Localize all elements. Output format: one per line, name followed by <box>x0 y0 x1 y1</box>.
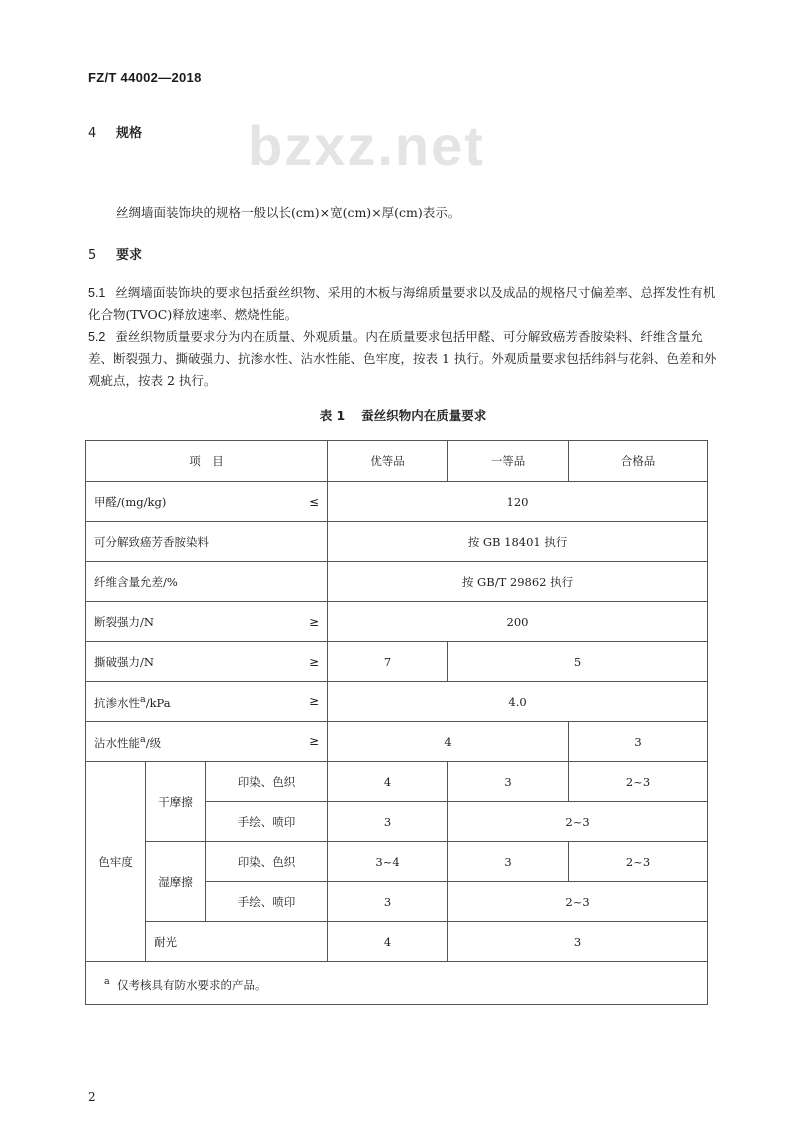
cell-first-qualified: 3 <box>448 922 708 962</box>
section-number: 5 <box>88 248 97 263</box>
sub-label: 印染、色织 <box>206 762 328 802</box>
color-fastness-label: 色牢度 <box>86 762 146 962</box>
table-row <box>86 562 708 602</box>
footnote-marker: a <box>140 694 146 706</box>
header-item: 项 目 <box>86 441 328 482</box>
cell-value: 按 GB/T 29862 执行 <box>328 562 708 602</box>
table-row <box>86 762 708 802</box>
table-header-row <box>86 441 708 482</box>
sub-label: 手绘、喷印 <box>206 802 328 842</box>
row-label: 甲醛/(mg/kg) <box>94 494 167 509</box>
row-label: 纤维含量允差/% <box>86 562 328 602</box>
cell-superior: 4 <box>328 922 448 962</box>
header-qualified: 合格品 <box>569 441 708 482</box>
section-4-band <box>88 114 718 202</box>
row-label: 可分解致癌芳香胺染料 <box>86 522 328 562</box>
sub-label: 手绘、喷印 <box>206 882 328 922</box>
clause-text: 丝绸墙面装饰块的要求包括蚕丝织物、采用的木板与海绵质量要求以及成品的规格尺寸偏差率、总挥发性有机化合物(TVOC)释放速率、燃烧性能。 <box>88 285 716 322</box>
header-superior: 优等品 <box>328 441 448 482</box>
section-title: 要求 <box>116 248 143 263</box>
operator: ≥ <box>308 734 320 749</box>
footnote-marker: a <box>104 975 110 987</box>
operator: ≥ <box>308 694 320 709</box>
cell-superior: 3 <box>328 802 448 842</box>
cell-value: 120 <box>328 482 708 522</box>
clause-5-1 <box>88 282 718 326</box>
operator: ≥ <box>308 614 320 629</box>
table-number: 表 1 <box>319 408 346 423</box>
table-row <box>86 842 708 882</box>
operator: ≤ <box>308 494 320 509</box>
sub-label: 印染、色织 <box>206 842 328 882</box>
cell-value: 4.0 <box>328 682 708 722</box>
cell-first-qualified: 2~3 <box>448 882 708 922</box>
cell-superior: 3 <box>328 882 448 922</box>
section-title: 规格 <box>116 126 143 141</box>
cell-first: 3 <box>448 842 569 882</box>
page-number: 2 <box>88 1090 96 1104</box>
table-caption <box>88 406 718 426</box>
document-code: FZ/T 44002—2018 <box>88 70 202 85</box>
table-row <box>86 722 708 762</box>
watermark: bzxz.net <box>248 114 485 177</box>
row-label: 沾水性能$^a$/级 <box>94 734 162 750</box>
operator: ≥ <box>308 654 320 669</box>
cell-first-qualified: 5 <box>448 642 708 682</box>
section-heading-4 <box>88 124 142 144</box>
cell-qualified: 2~3 <box>569 762 708 802</box>
cell-superior: 4 <box>328 762 448 802</box>
row-label: 撕破强力/N <box>94 654 154 669</box>
clause-text: 蚕丝织物质量要求分为内在质量、外观质量。内在质量要求包括甲醛、可分解致癌芳香胺染料、纤维含量允差、断裂强力、撕破强力、抗渗水性、沾水性能、色牢度，按表 1 执行。外观质量要求包括纬斜与花斜、色差和外观疵点，按表 2 执行。 <box>88 329 717 388</box>
quality-requirements-table <box>85 440 708 1005</box>
cell-superior: 3~4 <box>328 842 448 882</box>
cell-qualified: 3 <box>569 722 708 762</box>
table-row <box>86 602 708 642</box>
footnote-row <box>86 962 708 1005</box>
cell-first-qualified: 2~3 <box>448 802 708 842</box>
row-label: 抗渗水性$^a$/kPa <box>94 694 171 710</box>
cell-superior-first: 4 <box>328 722 569 762</box>
cell-value: 按 GB 18401 执行 <box>328 522 708 562</box>
table-row <box>86 642 708 682</box>
table-row <box>86 922 708 962</box>
cell-value: 200 <box>328 602 708 642</box>
wet-rub-label: 湿摩擦 <box>146 842 206 922</box>
table-row <box>86 522 708 562</box>
table-row <box>86 682 708 722</box>
section-heading-5 <box>88 246 718 266</box>
clause-5-2 <box>88 326 718 392</box>
footnote-marker: a <box>140 734 146 746</box>
header-first-class: 一等品 <box>448 441 569 482</box>
table-title: 蚕丝织物内在质量要求 <box>361 408 487 423</box>
cell-qualified: 2~3 <box>569 842 708 882</box>
footnote-text: 仅考核具有防水要求的产品。 <box>117 977 267 992</box>
light-label: 耐光 <box>146 922 328 962</box>
row-label: 断裂强力/N <box>94 614 154 629</box>
section-4-body: 丝绸墙面装饰块的规格一般以长(cm)×宽(cm)×厚(cm)表示。 <box>116 205 461 220</box>
section-number: 4 <box>88 126 97 141</box>
cell-first: 3 <box>448 762 569 802</box>
cell-superior: 7 <box>328 642 448 682</box>
clause-number: 5.2 <box>88 330 106 344</box>
dry-rub-label: 干摩擦 <box>146 762 206 842</box>
clause-number: 5.1 <box>88 286 106 300</box>
table-row <box>86 482 708 522</box>
